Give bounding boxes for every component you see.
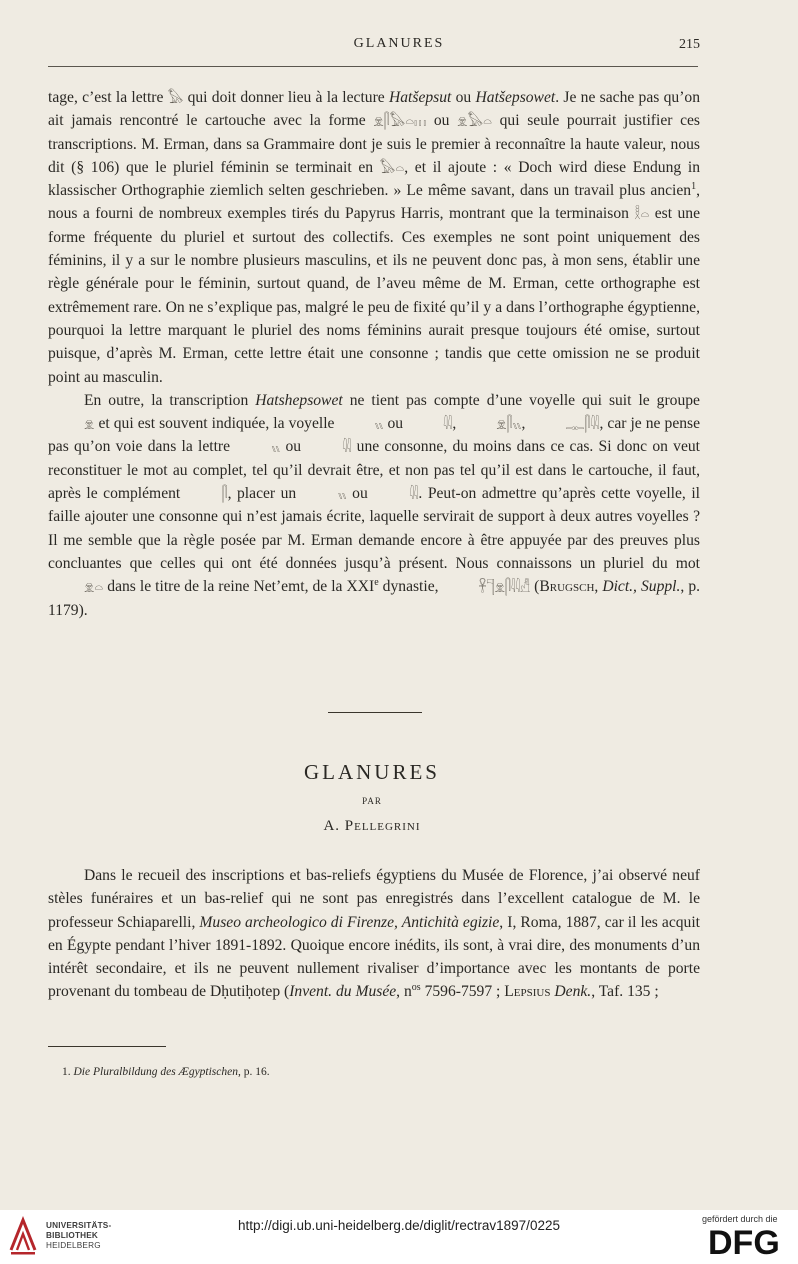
library-name: UNIVERSITÄTS- BIBLIOTHEK HEIDELBERG (46, 1221, 112, 1250)
text-run: et qui est souvent indiquée, la voyelle (94, 415, 339, 433)
text-run: est une forme fréquente du pluriel et surtout des collectifs. Ces exemples ne sont point uniquement des féminins, il y a sur le nombre plusieurs masculins, et ils ne peuvent donc pas, à mon sens, établir une règle générale pour le féminin, surtout quand, de l’aveu même de M. Erman, cette orthographe est extrêmement rare. On ne s’explique pas, malgré le peu de fixité qu’il y a dans l’orthographe égyptienne, pourquoi la lettre marquant le pluriel des noms féminins aurait presque toujours été omise, surtout puisque, d’après M. Erman, cette lettre était une consonne ; tandis que cette omission ne se produit point au masculin. (48, 205, 700, 386)
text-run: ( (530, 578, 540, 596)
header-rule (48, 66, 698, 67)
italic-run: Museo archeologico di Firenze, Antichità egizie (199, 913, 500, 931)
text-run: tage, c’est la lettre (48, 89, 168, 106)
hieroglyph-icon: 𓁷𓅃𓏏 (457, 114, 492, 131)
hieroglyph-icon: 𓇌 (443, 417, 453, 434)
text-run: En outre, la transcription (84, 391, 256, 409)
body-text-glanures (48, 864, 700, 1004)
text-run: ou (426, 112, 458, 130)
footnote-title: Die Pluralbildung des Ægyptischen (73, 1066, 238, 1078)
text-run: , (594, 578, 603, 596)
text-run: , I, Roma, 1887, car il les acquit en Égypte pendant l’hiver 1891-1892. Quoique encore inédits, ils sont, à vrai dire, des monuments d’un intérêt secondaire, et ils ne peuvent nullement rivaliser d’importance avec les montants de porte provenant du tombeau de Dḥutiḥotep ( (48, 913, 700, 1001)
text-run: . Je ne sache pas qu’on ait jamais rencontré le cartouche avec la forme (48, 89, 701, 130)
text-run: . Peut-on admettre qu’après cette voyelle, il faille ajouter une consonne qui n’est jamais écrite, laquelle servirait de support à deux autres voyelles ? Il me semble que la règle posée par M. Erman demande encore à être appuyée par des preuves plus concluantes que celles qui ont été données jusqu’à présent. Nous connaissons un pluriel du mot (48, 485, 700, 572)
page-number: 215 (679, 37, 700, 52)
hieroglyph-icon: 𓋴 (221, 487, 228, 504)
text-run: , n (396, 983, 412, 1001)
hieroglyph-icon: 𓏭 (271, 440, 281, 457)
text-run: qui doit donner lieu à la lecture (183, 89, 389, 106)
text-run: dans le titre de la reine Net’emt, de la XXI (103, 578, 375, 596)
hieroglyph-icon: 𓅃𓏏 (379, 160, 405, 177)
superscript: os (411, 982, 421, 994)
small-caps-run: Brugsch (539, 578, 595, 596)
text-run: une consonne, du moins dans ce cas. Si donc on veut reconstituer le mot au complet, tel qu’il devrait être, et non pas tel qu’il est dans le cartouche, il faut, après le complément (48, 438, 701, 503)
italic-run: Hatšepsowet (475, 89, 556, 106)
footnote-page: , p. 16. (238, 1066, 270, 1078)
section-separator (328, 712, 422, 713)
funded-by-label: gefördert durch die (702, 1214, 778, 1224)
hieroglyph-icon: 𓊃𓋴𓇌 (565, 417, 600, 434)
text-run: , (452, 415, 461, 433)
text-run: , (521, 415, 530, 433)
hieroglyph-icon: 𓇌 (409, 487, 419, 504)
body-text-top (48, 86, 700, 622)
section-title: GLANURES (303, 760, 440, 784)
paragraph-en-outre (48, 389, 700, 622)
small-caps-run: Lepsius (504, 983, 551, 1001)
hieroglyph-icon: 𓏭 (374, 417, 384, 434)
hieroglyph-icon: 𓁷𓋴𓅃𓏏𓏥 (373, 114, 427, 131)
footnote-rule (48, 1046, 166, 1047)
footnote (62, 1066, 270, 1078)
hieroglyph-icon: 𓏭 (337, 487, 347, 504)
text-run: qui seule pourrait justifier ces transcriptions. M. Erman, dans sa Grammaire dont je suis le premier à reconnaître la haute valeur, nous dit (§ 106) que le pluriel féminin se terminait en (48, 112, 701, 176)
hieroglyph-icon: 𓅃 (167, 91, 184, 107)
text-run: 7596-7597 ; (420, 983, 505, 1001)
paragraph-recueil (48, 864, 700, 1004)
hieroglyph-icon: 𓁷𓋴𓏭 (496, 417, 522, 434)
footnote-number: 1. (62, 1066, 71, 1078)
permalink-url[interactable]: http://digi.ub.uni-heidelberg.de/diglit/rectrav1897/0225 (238, 1218, 560, 1233)
text-run: , et il ajoute : « Doch wird diese Endung in klassischer Orthographie ziemlich selten geschrieben. » Le même savant, dans un travail plus ancien (48, 158, 701, 200)
hieroglyph-icon: 𓁷𓏏 (84, 580, 104, 597)
running-header-title: GLANURES (353, 36, 445, 51)
italic-run: Denk. (554, 983, 592, 1001)
italic-run: Invent. du Musée (289, 983, 397, 1001)
text-run: ou (383, 415, 408, 433)
italic-run: Hatšepsut (388, 89, 452, 106)
dfg-logo[interactable]: DFG (708, 1224, 780, 1262)
hieroglyph-icon: 𓇌 (342, 440, 352, 457)
superscript: e (374, 577, 379, 589)
text-run: ne tient pas compte d’une voyelle qui suit le groupe (342, 391, 700, 409)
section-by: PAR (362, 796, 382, 806)
text-run: , car je ne pense pas qu’on voie dans la lettre (48, 415, 701, 456)
text-run: , Taf. 135 ; (591, 983, 659, 1001)
text-run: dynastie, (378, 578, 443, 596)
italic-run: Hatshepsowet (255, 391, 343, 409)
text-run: , nous a fourni de nombreux exemples tirés du Papyrus Harris, montrant que la terminaison (48, 182, 700, 223)
hieroglyph-icon: 𓁷 (84, 417, 95, 434)
hieroglyph-icon: 𓎛𓏏 (634, 207, 650, 224)
superscript: 1 (691, 181, 697, 192)
section-author: A. Pellegrini (323, 818, 421, 834)
italic-run: Dict., Suppl. (602, 578, 681, 596)
text-run: Dans le recueil des inscriptions et bas-reliefs égyptiens du Musée de Florence, j’ai observé neuf stèles funéraires et un bas-relief qui ne sont pas enregistrés dans l’excellent catalogue de M. le professeur Schiaparelli, (48, 867, 700, 931)
text-run: ou (280, 438, 307, 456)
text-run: ou (451, 89, 476, 106)
text-run: , placer un (227, 485, 302, 503)
text-run: , p. 1179). (48, 578, 701, 619)
text-run: ou (346, 485, 374, 503)
hieroglyph-icon: 𓋹𓊹𓁷𓋴𓇌𓀭 (478, 580, 531, 597)
paragraph-continuation (48, 86, 700, 389)
